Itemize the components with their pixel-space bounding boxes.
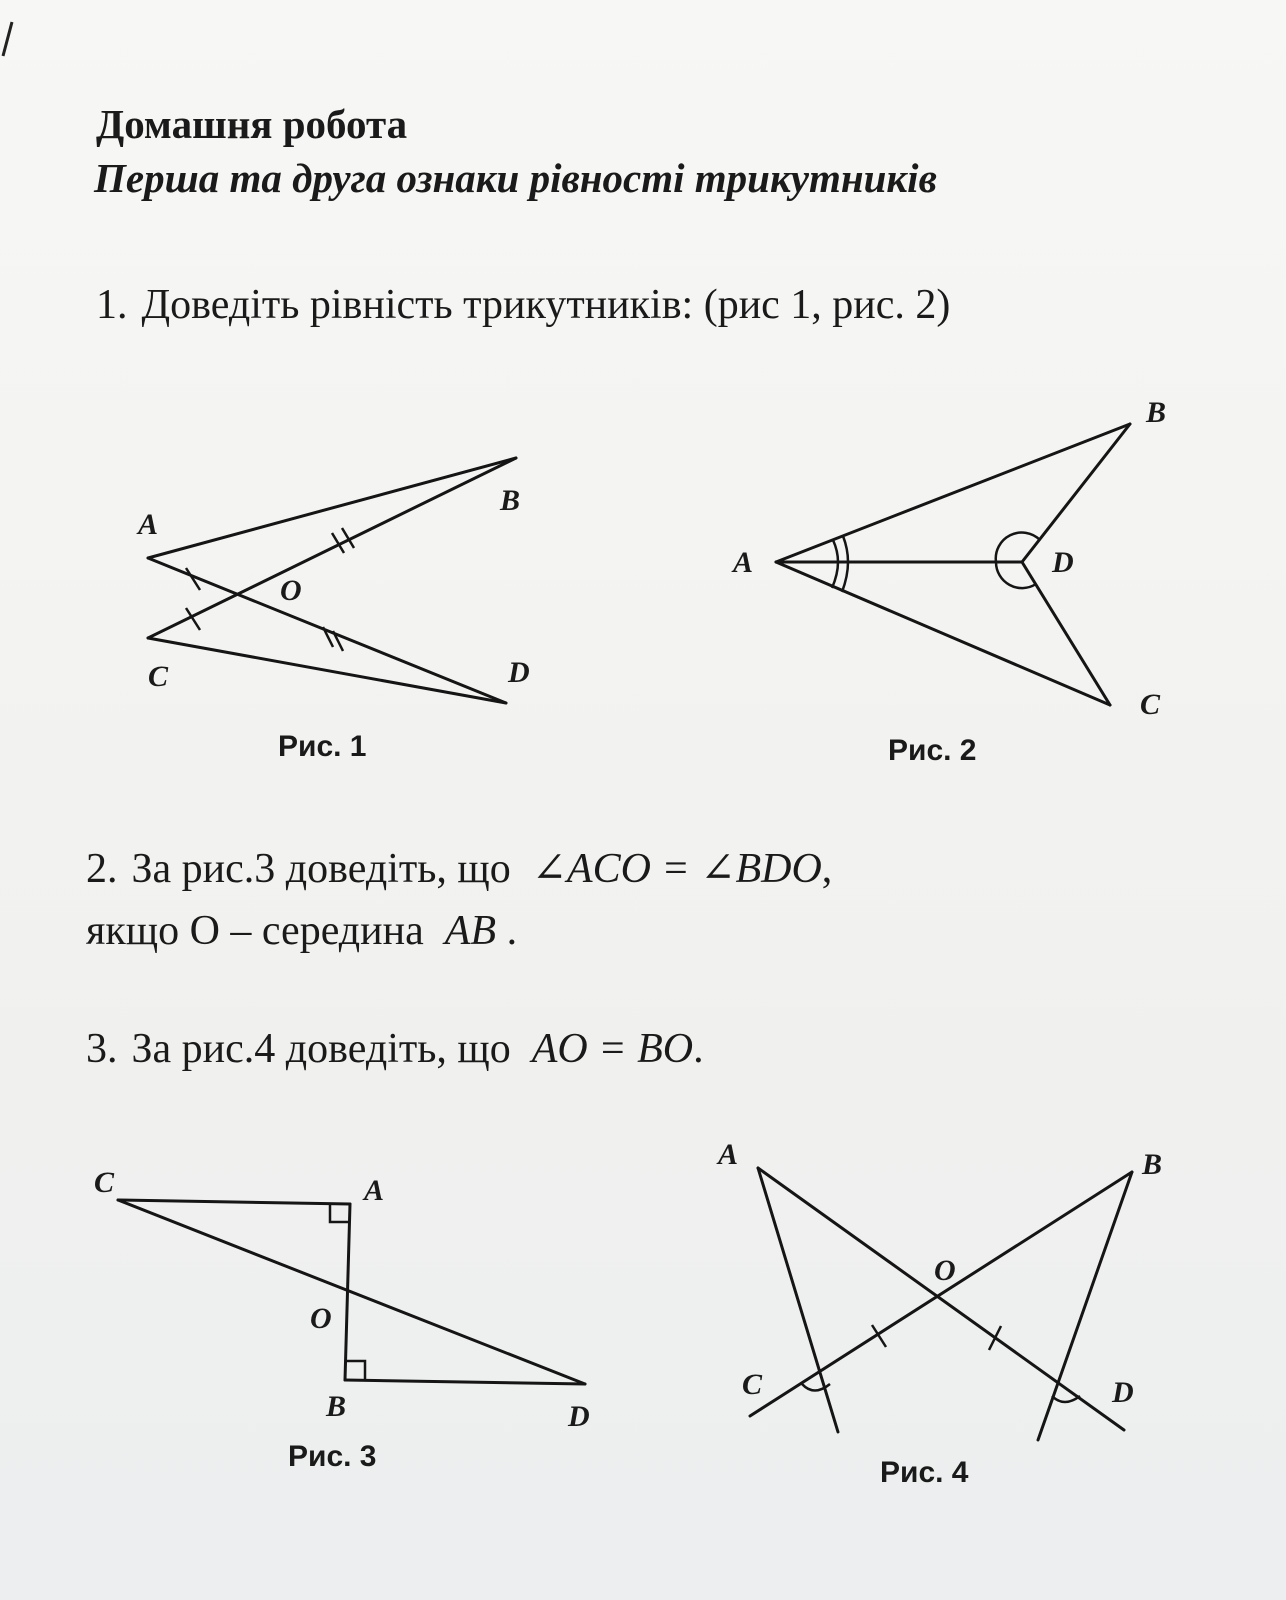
task-2-number: 2. <box>86 846 118 892</box>
task-1-number: 1. <box>96 282 128 328</box>
fig1-label-a: A <box>138 508 159 541</box>
task-2-text: За рис.3 доведіть, що <box>131 846 511 892</box>
task-3-period: . <box>693 1026 704 1072</box>
fig4-segment-bc <box>750 1172 1132 1416</box>
task-2-line-2-text: якщо О – середина <box>86 908 424 954</box>
fig3-label-b: B <box>326 1390 347 1423</box>
fig4-segment-ac <box>758 1168 838 1432</box>
fig1-label-b: B <box>500 484 521 517</box>
fig4-label-c: C <box>742 1368 763 1401</box>
fig3-label-d: D <box>568 1400 590 1433</box>
fig4-label-a: A <box>718 1138 739 1171</box>
fig4-label-b: B <box>1142 1148 1163 1181</box>
fig2-label-a: A <box>733 546 754 579</box>
task-3-text: За рис.4 доведіть, що <box>131 1026 511 1072</box>
fig3-caption: Рис. 3 <box>288 1440 377 1473</box>
fig2-label-c: C <box>1140 688 1161 721</box>
task-3-math: AO = BO <box>531 1026 694 1072</box>
task-1-text: Доведіть рівність трикутників: (рис 1, рис. 2) <box>141 282 951 328</box>
fig1-label-d: D <box>508 656 530 689</box>
task-3-number: 3. <box>86 1026 118 1072</box>
fig2-caption: Рис. 2 <box>888 734 977 767</box>
task-2-math-ab: AB <box>444 908 497 954</box>
fig4-label-o: O <box>934 1254 956 1287</box>
fig2-label-b: B <box>1146 396 1167 429</box>
fig1-label-o: O <box>280 574 302 607</box>
fig3-label-o: O <box>310 1302 332 1335</box>
page-title: Домашня робота <box>96 101 408 147</box>
fig4-caption: Рис. 4 <box>880 1456 969 1489</box>
fig4-tick-od <box>989 1326 1001 1350</box>
fig2-label-d: D <box>1052 546 1074 579</box>
task-2-period: . <box>506 908 518 954</box>
fig1-label-c: C <box>148 660 169 693</box>
task-2-comma: , <box>821 846 833 892</box>
fig3-label-c: C <box>94 1166 115 1199</box>
task-2-math: ∠ACO = ∠BDO <box>531 846 822 892</box>
page-subtitle: Перша та друга ознаки рівності трикутників <box>94 155 937 201</box>
fig4-label-d: D <box>1112 1376 1134 1409</box>
fig3-label-a: A <box>364 1174 385 1207</box>
fig1-caption: Рис. 1 <box>278 730 367 763</box>
